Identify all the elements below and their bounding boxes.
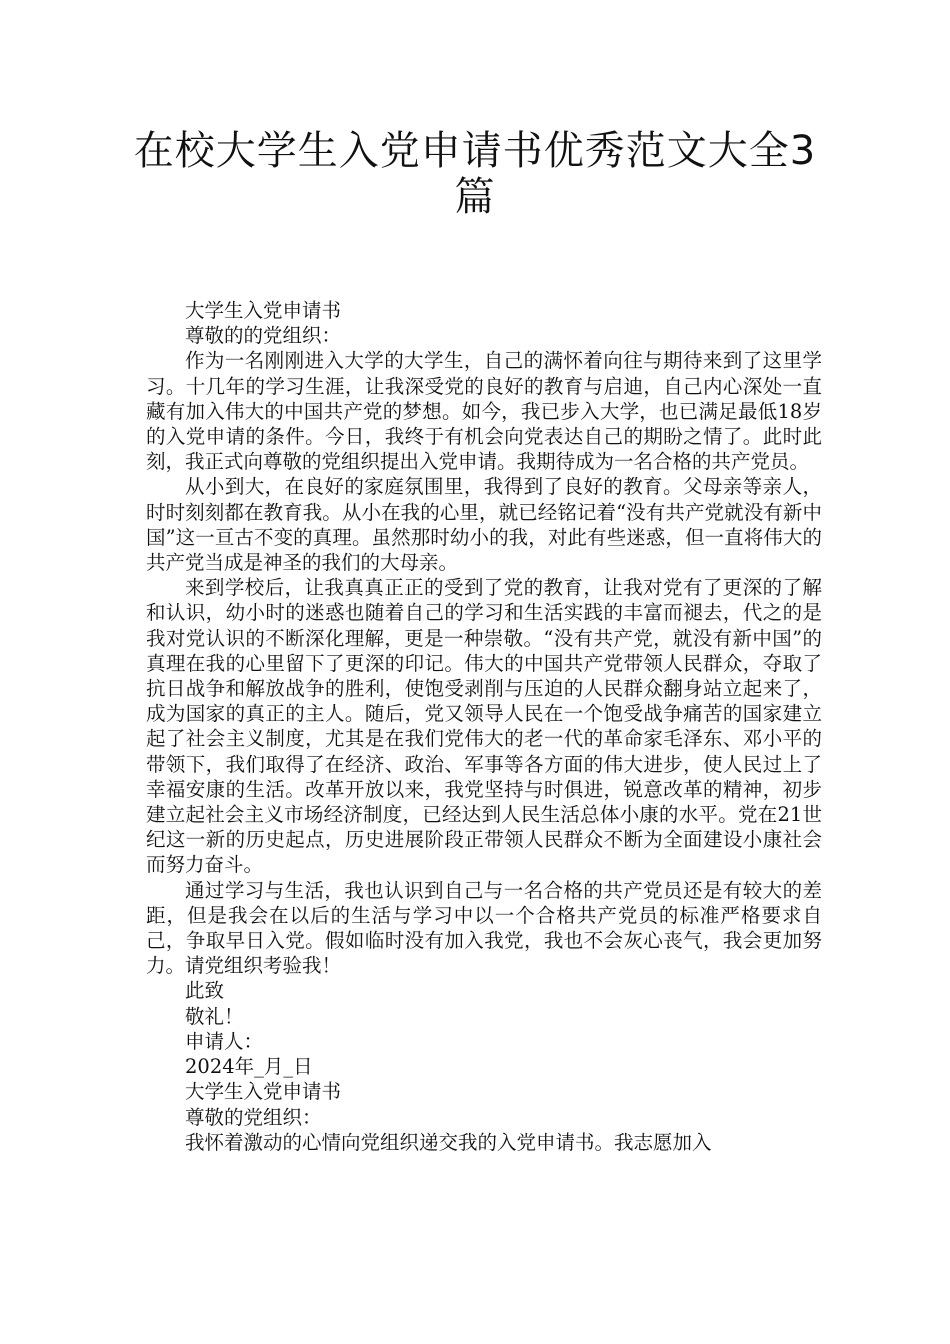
body-paragraph: 从小到大，在良好的家庭氛围里，我得到了良好的教育。父母亲等亲人，时时刻刻都在教育我。从小在我的心里，就已经铭记着“没有共产党就没有新中国”这一亘古不变的真理。虽然那时幼小的我，对此有些迷惑，但一直将伟大的共产党当成是神圣的我们的大母亲。: [146, 475, 822, 575]
body-paragraph: 作为一名刚刚进入大学的大学生，自己的满怀着向往与期待来到了这里学习。十几年的学习生涯，让我深受党的良好的教育与启迪，自己内心深处一直藏有加入伟大的中国共产党的梦想。如今，我已步入大学，也已满足最低18岁的入党申请的条件。今日，我终于有机会向党表达自己的期盼之情了。此时此刻，我正式向尊敬的党组织提出入党申请。我期待成为一名合格的共产党员。: [146, 349, 822, 474]
closing-salute: 敬礼！: [185, 1004, 244, 1028]
letter-heading: 大学生入党申请书: [185, 1080, 342, 1104]
document-title: 在校大学生入党申请书优秀范文大全3篇: [133, 128, 817, 220]
document-body: [146, 298, 822, 1155]
applicant-label: 申请人：: [185, 1029, 264, 1053]
letter-heading: 大学生入党申请书: [185, 299, 342, 322]
body-paragraph: 我怀着激动的心情向党组织递交我的入党申请书。我志愿加入: [185, 1130, 712, 1154]
date-line: 2024年_月_日: [185, 1055, 313, 1079]
letter-salutation: 尊敬的党组织：: [185, 1105, 322, 1129]
body-paragraph: 来到学校后，让我真真正正的受到了党的教育，让我对党有了更深的了解和认识，幼小时的迷惑也随着自己的学习和生活实践的丰富而褪去，代之的是我对党认识的不断深化理解，更是一种崇敬。“没有共产党，就没有新中国”的真理在我的心里留下了更深的印记。伟大的中国共产党带领人民群众，夺取了抗日战争和解放战争的胜利，使饱受剥削与压迫的人民群众翻身站立起来了，成为国家的真正的主人。随后，党又领导人民在一个饱受战争痛苦的国家建立起了社会主义制度，尤其是在我们党伟大的老一代的革命家毛泽东、邓小平的带领下，我们取得了在经济、政治、军事等各方面的伟大进步，使人民过上了幸福安康的生活。改革开放以来，我党坚持与时俱进，锐意改革的精神，初步建立起社会主义市场经济制度，已经达到人民生活总体小康的水平。党在21世纪这一新的历史起点，历史进展阶段正带领人民群众不断为全面建设小康社会而努力奋斗。: [146, 576, 822, 877]
body-paragraph: 通过学习与生活，我也认识到自己与一名合格的共产党员还是有较大的差距，但是我会在以后的生活与学习中以一个合格共产党员的标准严格要求自己，争取早日入党。假如临时没有加入我党，我也不会灰心丧气，我会更加努力。请党组织考验我！: [146, 878, 822, 978]
closing-line: 此致: [185, 979, 225, 1003]
letter-salutation: 尊敬的的党组织：: [185, 324, 342, 348]
